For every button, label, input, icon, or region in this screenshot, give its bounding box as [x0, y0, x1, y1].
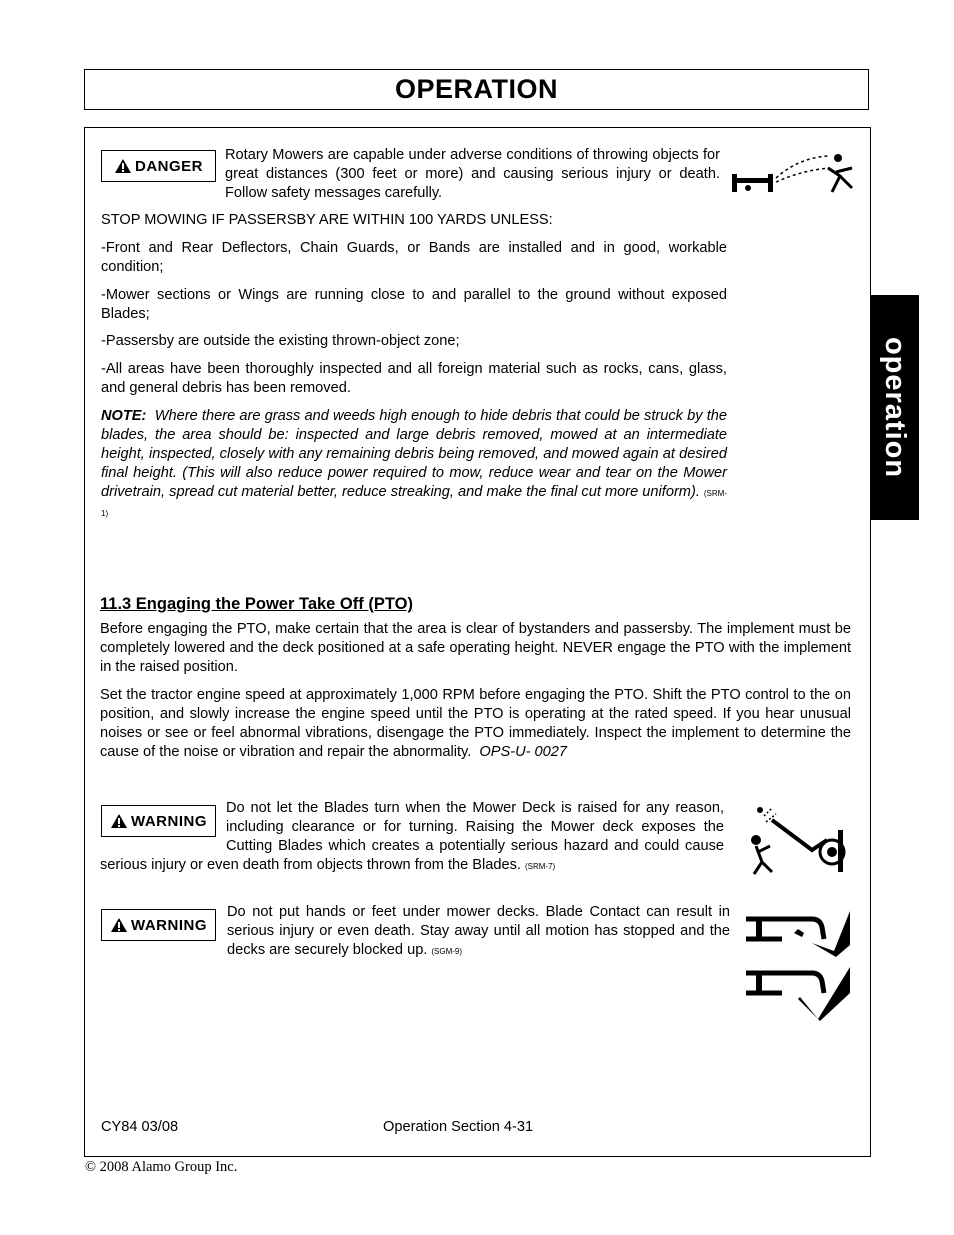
- note-label: NOTE:: [101, 408, 147, 424]
- note-code: (SRM-1): [101, 489, 727, 518]
- side-tab-label: operation: [879, 336, 911, 479]
- warning-1-text: Do not let the Blades turn when the Mower Deck is raised for any reason, including clearance or for turning. Raising the Mower deck exposes the Cutting Blades which creates a potentially serious hazard and could cause serious injury or even death from objects thrown from the Blades. (SRM-7): [100, 800, 724, 873]
- thrown-object-icon: [728, 148, 856, 200]
- warning-1-signal-word: WARNING: [131, 812, 207, 830]
- page-title: OPERATION: [394, 74, 558, 104]
- stop-mowing-item-3: -Passersby are outside the existing thrown-object zone;: [101, 333, 460, 349]
- stop-mowing-item-4: -All areas have been thoroughly inspected and all foreign material such as rocks, cans, glass, and general debris has been removed.: [101, 361, 727, 396]
- danger-signal-word: DANGER: [134, 157, 203, 175]
- danger-text: Rotary Mowers are capable under adverse conditions of throwing objects for great distances (300 feet or more) and causing serious injury or death. Follow safety messages carefully.: [225, 147, 720, 201]
- stop-mowing-heading: STOP MOWING IF PASSERSBY ARE WITHIN 100 YARDS UNLESS:: [101, 212, 553, 228]
- section-para-2: [100, 686, 851, 762]
- warning-1-code: (SRM-7): [525, 862, 556, 871]
- stop-mowing-item-1: -Front and Rear Deflectors, Chain Guards, or Bands are installed and in good, workable condition;: [101, 240, 727, 275]
- section-para-1: Before engaging the PTO, make certain that the area is clear of bystanders and passersby. The implement must be completely lowered and the deck positioned at a safe operating height. NEVER engage the PTO with the implement in the raised position.: [100, 621, 851, 675]
- side-tab: [870, 295, 919, 520]
- footer-page-label: Operation Section 4-31: [383, 1119, 534, 1135]
- warning-2-text: Do not put hands or feet under mower decks. Blade Contact can result in serious injury or even death. Stay away until all motion has stopped and the decks are securely blocked up. (SGM-9): [227, 904, 730, 958]
- note-text: Where there are grass and weeds high enough to hide debris that could be struck by the blades, the area should be: inspected and large debris removed, mowed at an intermediate height, inspected, closely with any remaining debris being removed, and mowed again at desired final height. (This will also reduce power required to mow, reduce wear and tear on the Mower drivetrain, spread cut material better, reduce streaking, and make the final cut more uniform).: [101, 408, 728, 500]
- section-para-2-text: Set the tractor engine speed at approximately 1,000 RPM before engaging the PTO. Shift the PTO control to the on position, and slowly increase the engine speed until the PTO is operating at the rated speed. If you hear unusual noises or see or feel abnormal vibrations, disengage the PTO immediately. Inspect the implement to determine the cause of the noise or vibration and repair the abnormality.: [100, 687, 851, 760]
- warning-label-2: [101, 909, 216, 941]
- warning-1-paragraph: [100, 799, 724, 879]
- warning-2-code: (SGM-9): [431, 947, 463, 956]
- footer-copyright: © 2008 Alamo Group Inc.: [85, 1159, 238, 1175]
- footer-model-date: CY84 03/08: [101, 1119, 179, 1135]
- raised-deck-hazard-icon: [742, 800, 846, 878]
- section-para-2-code: OPS-U- 0027: [479, 744, 567, 760]
- note-paragraph: [101, 407, 727, 523]
- warning-2-signal-word: WARNING: [131, 916, 207, 934]
- stop-mowing-item-2: -Mower sections or Wings are running close to and parallel to the ground without exposed Blades;: [101, 287, 727, 322]
- alert-triangle-icon: [110, 917, 128, 933]
- alert-triangle-icon: [114, 158, 132, 174]
- danger-label: [101, 150, 216, 182]
- section-heading: 11.3 Engaging the Power Take Off (PTO): [100, 595, 413, 613]
- hands-feet-hazard-icon: [742, 907, 854, 1023]
- header-box: [84, 69, 869, 110]
